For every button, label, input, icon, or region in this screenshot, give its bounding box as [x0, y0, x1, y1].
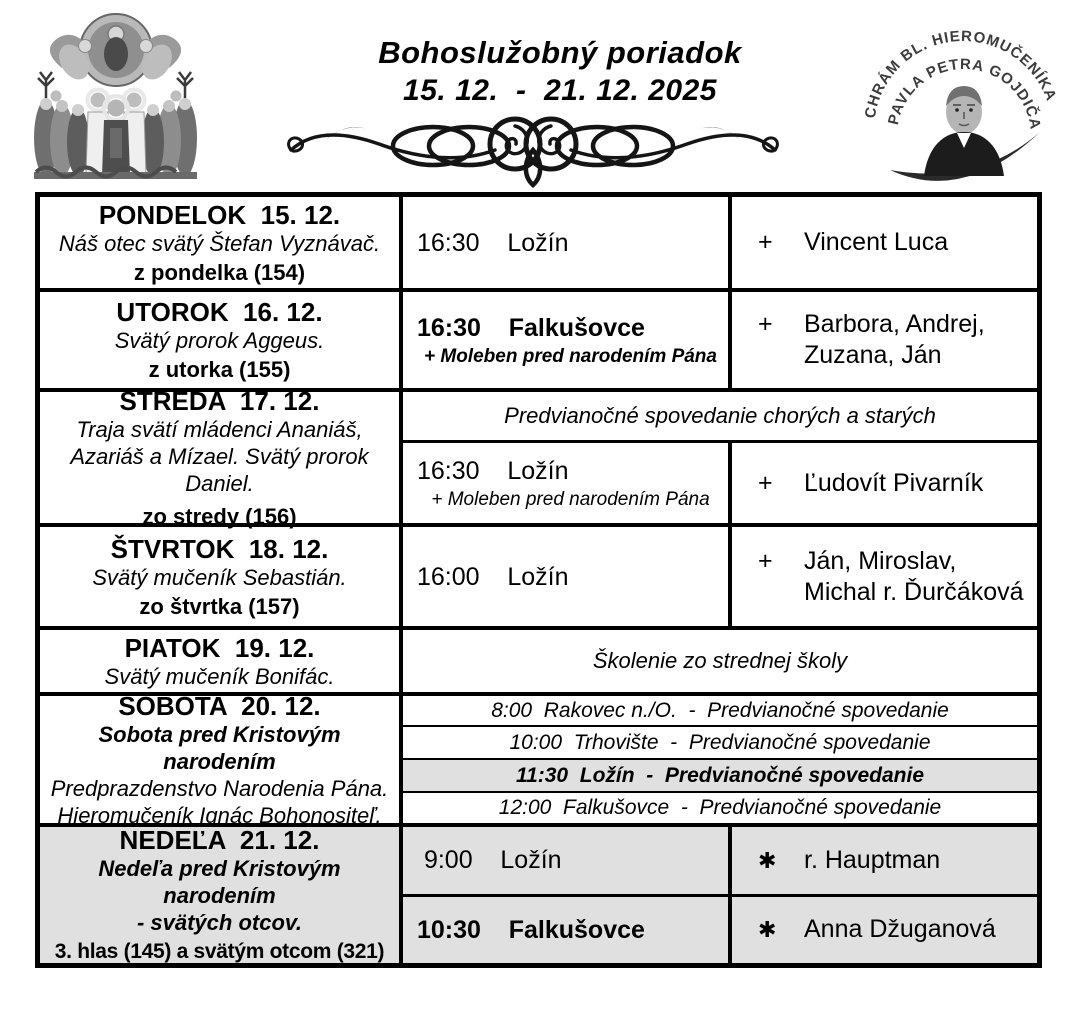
day-title: SOBOTA 20. 12.	[118, 690, 321, 721]
flourish-center-leaf	[526, 150, 540, 185]
row-piatok	[40, 626, 1037, 692]
day-feast: Svätý prorok Aggeus.	[114, 328, 325, 353]
confession-slot-falkusovce: 12:00 Falkušovce - Predvianočné spovedanie	[403, 791, 1037, 823]
day-feast: Svätý mučeník Sebastián.	[92, 564, 347, 590]
service-time: 16:30 Ložín	[417, 228, 569, 257]
decorative-flourish	[283, 110, 783, 190]
day-feast: Predprazdenstvo Narodenia Pána.	[50, 775, 389, 801]
document-title-block	[300, 34, 820, 110]
row-nedela	[40, 823, 1037, 963]
page-title: Bohoslužobný poriadok	[378, 35, 742, 70]
intention-cell	[732, 527, 1037, 626]
row-streda	[40, 385, 1037, 529]
row-stvrtok	[40, 523, 1037, 626]
service-time-cell	[403, 292, 732, 388]
service-time: 9:00 Ložín	[417, 846, 562, 875]
service-time-cell	[403, 443, 732, 523]
day-feast: Náš otec svätý Štefan Vyznávač.	[58, 230, 381, 256]
day-title: ŠTVRTOK 18. 12.	[110, 533, 329, 564]
cross-sign: +	[758, 228, 773, 256]
day-title: PONDELOK 15. 12.	[98, 199, 341, 230]
intention-cell	[732, 897, 1037, 964]
day-cell-nedela	[40, 827, 403, 963]
confession-note-cell: Predvianočné spovedanie chorých a starých	[403, 392, 1037, 443]
day-feast-bold: Sobota pred Kristovým narodením	[98, 721, 341, 774]
schedule-table	[35, 192, 1042, 968]
day-feast-bold: Nedeľa pred Kristovým narodením	[98, 856, 341, 908]
service-time: 16:00 Ložín	[417, 562, 569, 591]
intention-name: Ľudovít Pivarník	[804, 468, 984, 497]
intention-cell	[732, 827, 1037, 894]
service-time: 16:30 Ložín	[417, 456, 569, 485]
day-title: PIATOK 19. 12.	[124, 632, 315, 663]
intention-name: Ján, Miroslav, Michal r. Ďurčáková	[804, 546, 1024, 606]
intention-name: r. Hauptman	[804, 845, 941, 874]
church-stamp-logo	[860, 6, 1067, 188]
day-feast: Svätý mučeník Bonifác.	[104, 663, 335, 689]
service-time-cell	[403, 527, 732, 626]
confession-slot-rakovec: 8:00 Rakovec n./O. - Predvianočné spovedanie	[491, 698, 949, 722]
christ-figure	[104, 37, 128, 71]
sunday-service-1	[403, 827, 1037, 897]
day-cell-stvrtok	[40, 527, 403, 626]
intention-name: Barbora, Andrej, Zuzana, Ján	[804, 310, 985, 369]
cross-sign: +	[758, 468, 773, 497]
service-time: 16:30 Falkušovce	[417, 313, 645, 342]
intention-name: Anna Džuganová	[804, 915, 996, 944]
day-rubric: 3. hlas (145) a svätým otcom (321)	[54, 940, 385, 963]
row-sobota	[40, 690, 1037, 828]
moleben-note: + Moleben pred narodením Pána	[424, 345, 717, 367]
day-cell-pondelok	[40, 197, 403, 288]
day-title: NEDEĽA 21. 12.	[119, 825, 320, 855]
cross-sign: +	[758, 310, 773, 338]
star-sign: ✱	[758, 847, 777, 873]
intention-cell	[732, 443, 1037, 523]
intention-cell	[732, 197, 1037, 288]
row-utorok	[40, 288, 1037, 388]
day-cell-piatok	[40, 630, 403, 692]
day-feast: Traja svätí mládenci Ananiáš, Azariáš a Mízael. Svätý prorok Daniel.	[70, 416, 369, 496]
confession-slot-lozin-highlighted: 11:30 Ložín - Predvianočné spovedanie	[403, 758, 1037, 791]
day-rubric: zo štvrtka (157)	[139, 593, 300, 619]
row-pondelok	[40, 197, 1037, 288]
cross-sign: +	[758, 546, 773, 575]
ascension-icon-image	[28, 8, 203, 180]
sunday-service-2	[403, 897, 1037, 964]
day-cell-sobota	[40, 690, 403, 828]
day-rubric: z utorka (155)	[148, 357, 291, 382]
apostles-left-group	[34, 91, 89, 177]
star-sign: ✱	[758, 917, 777, 943]
apostles-right-group	[142, 91, 197, 177]
intention-name: Vincent Luca	[804, 228, 949, 256]
service-time-cell	[403, 827, 732, 894]
day-cell-utorok	[40, 292, 403, 388]
day-feast2: Hieromučeník Ignác Bohonositeľ.	[57, 802, 382, 828]
service-time-cell	[403, 897, 732, 964]
day-title: STREDA 17. 12.	[119, 385, 320, 416]
day-feast-bold2: - svätých otcov.	[136, 910, 303, 935]
moleben-note: + Moleben pred narodením Pána	[431, 488, 710, 510]
day-rubric: z pondelka (154)	[133, 259, 306, 285]
date-range: 15. 12. - 21. 12. 2025	[403, 74, 717, 107]
intention-cell	[732, 292, 1037, 388]
confession-slot-trhoviste: 10:00 Trhovište - Predvianočné spovedanie	[403, 725, 1037, 758]
stamp-text-inner: PAVLA PETRA GOJDIČA	[884, 55, 1044, 132]
training-note-cell: Školenie zo strednej školy	[592, 648, 848, 673]
service-time: 10:30 Falkušovce	[417, 915, 645, 944]
day-rubric: zo stredy (156)	[142, 503, 297, 529]
day-title: UTOROK 16. 12.	[116, 297, 323, 327]
stamp-text-outer: CHRÁM BL. HIEROMUČENÍKA	[861, 27, 1060, 120]
service-time-cell	[403, 197, 732, 288]
day-cell-streda	[40, 385, 403, 529]
